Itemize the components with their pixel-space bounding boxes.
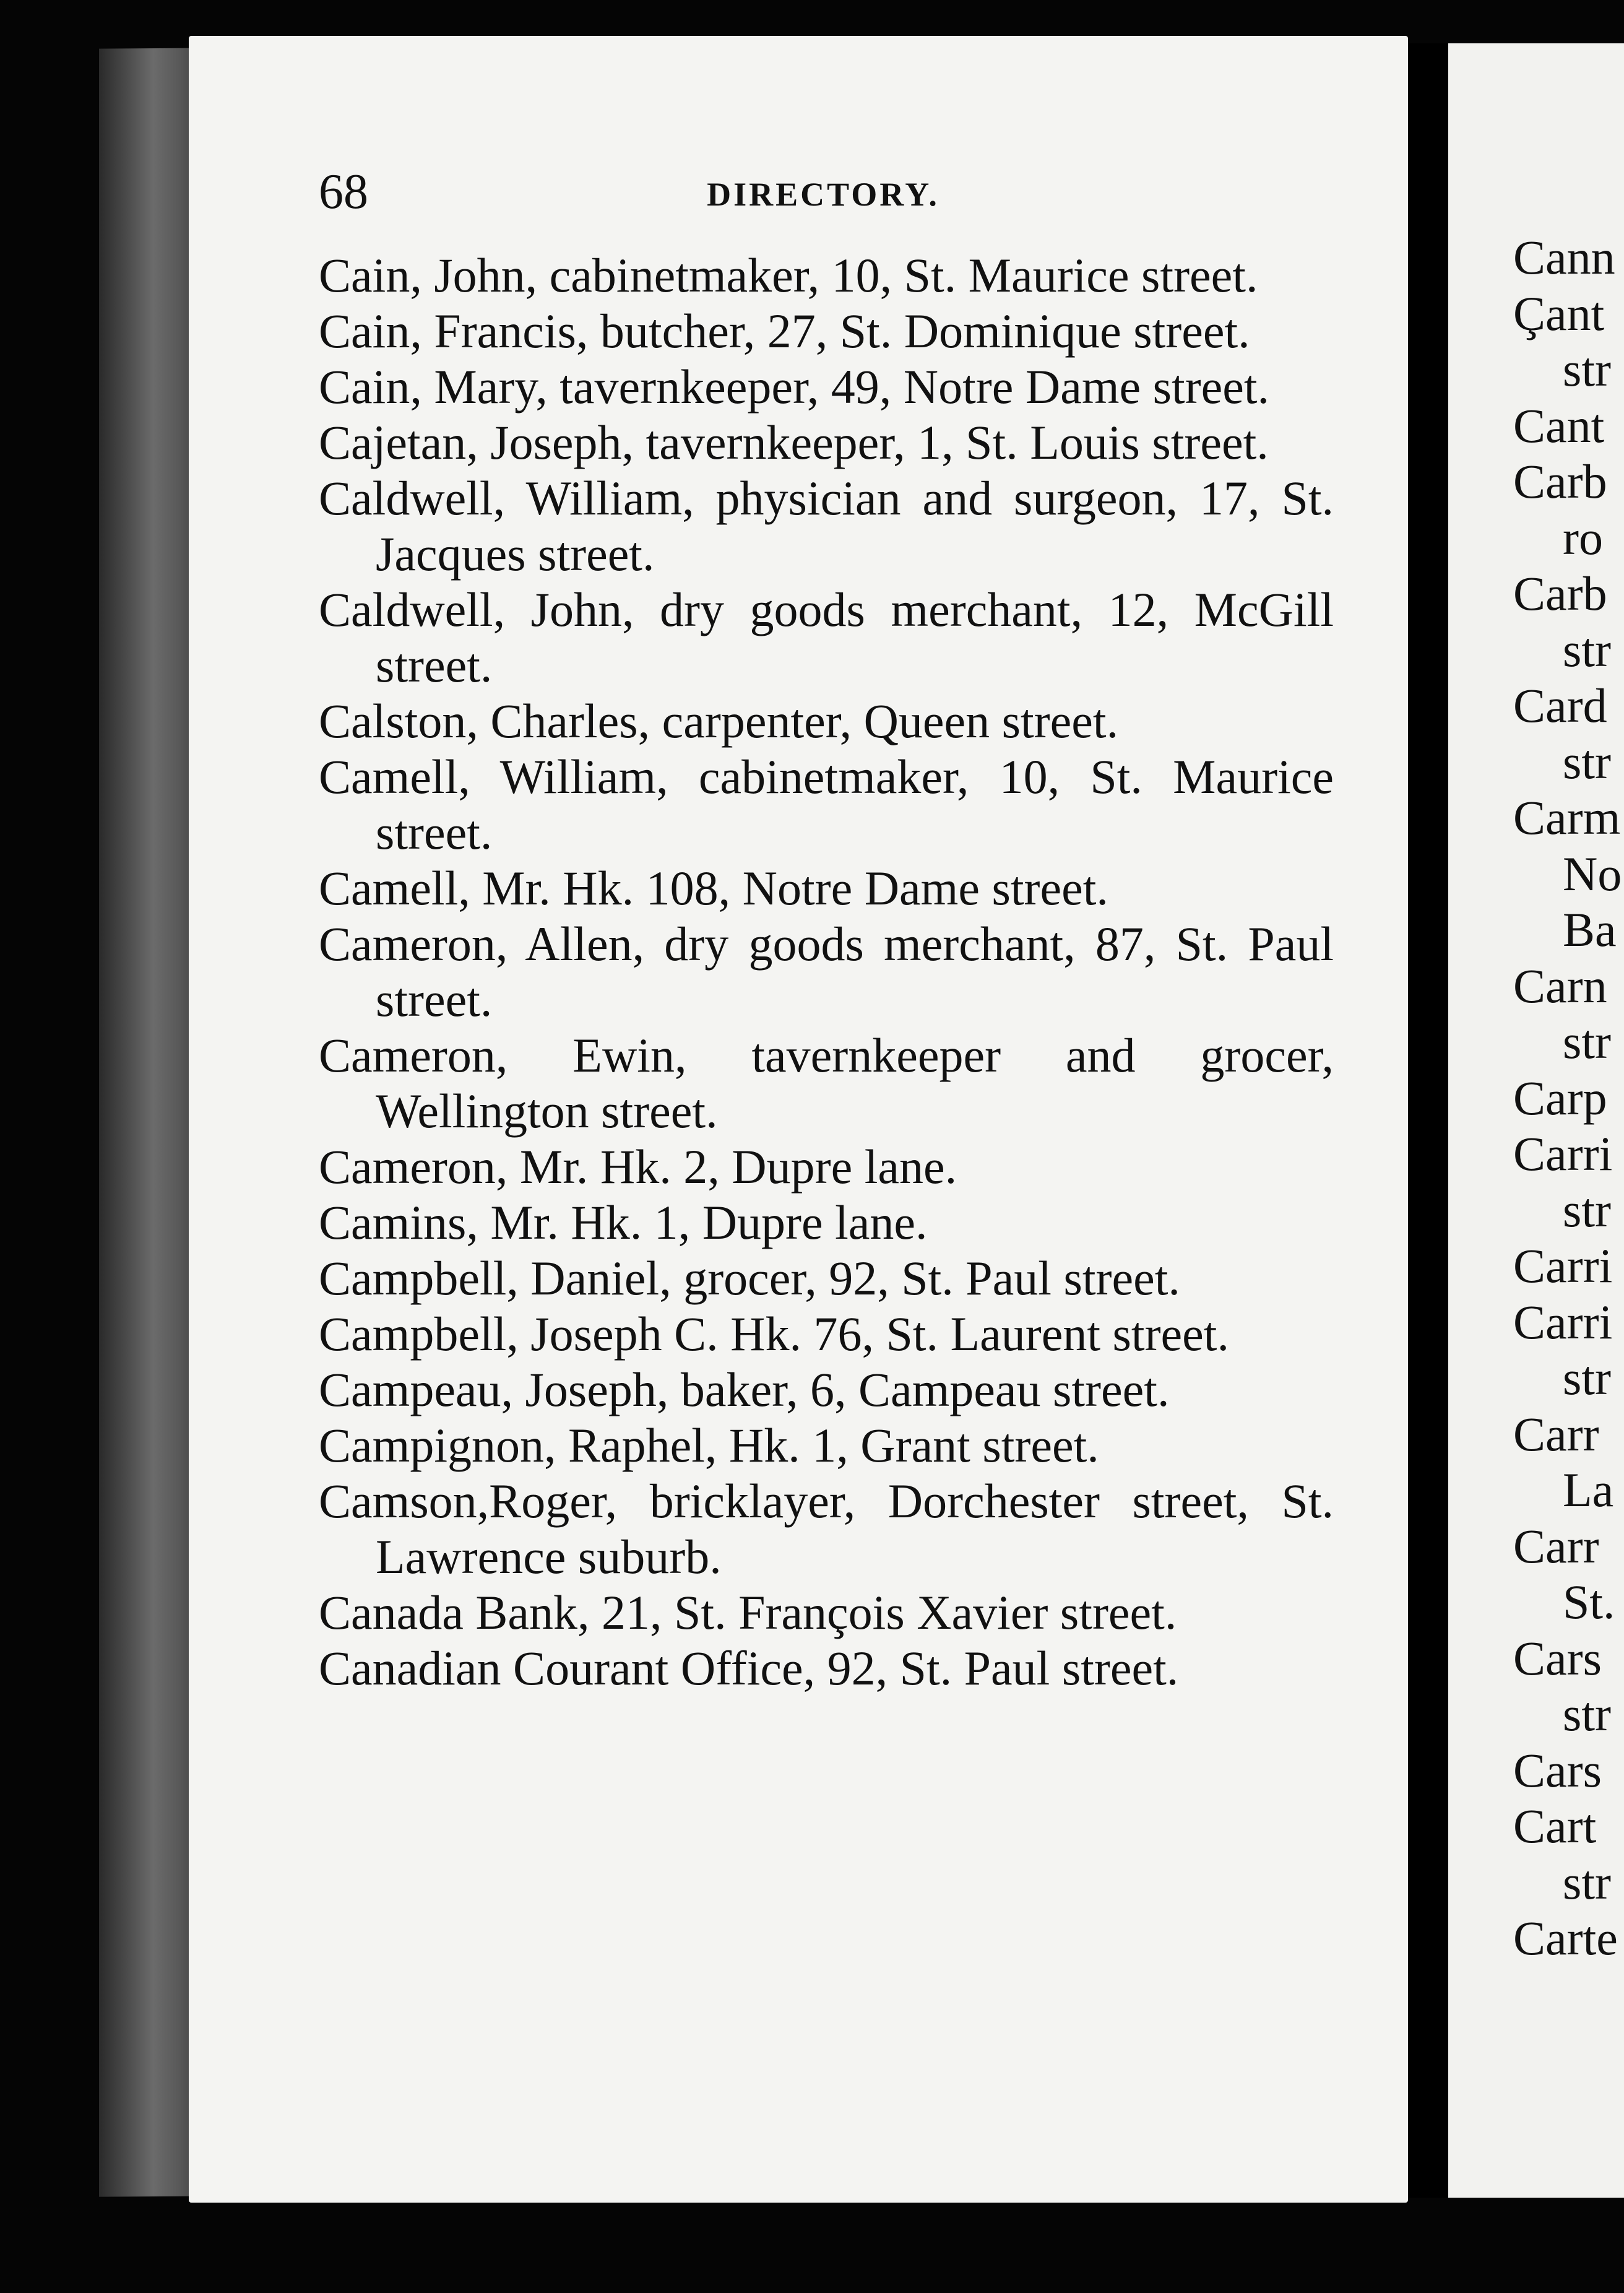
directory-entry: Cain, Francis, butcher, 27, St. Dominique street. bbox=[319, 304, 1250, 358]
fragment-line: Carri bbox=[1513, 1239, 1613, 1293]
fragment-line: Card bbox=[1513, 678, 1607, 732]
fragment-line: Carp bbox=[1513, 1070, 1607, 1125]
fragment-line: Carri bbox=[1513, 1127, 1613, 1181]
directory-entry: Camson,Roger, bricklayer, Dorchester street, St. Lawrence suburb. bbox=[319, 1474, 1334, 1584]
fragment-line: str bbox=[1563, 1855, 1611, 1909]
fragment-line: Cann bbox=[1513, 230, 1615, 284]
fragment-line: str bbox=[1563, 622, 1611, 677]
fragment-line: str bbox=[1563, 342, 1611, 396]
directory-entry: Campbell, Daniel, grocer, 92, St. Paul street. bbox=[319, 1251, 1180, 1305]
directory-entry: Canadian Courant Office, 92, St. Paul street. bbox=[319, 1641, 1179, 1695]
fragment-line: ro bbox=[1563, 510, 1603, 565]
fragment-line: Cars bbox=[1513, 1743, 1602, 1797]
fragment-line: str bbox=[1563, 1182, 1611, 1237]
fragment-line: Cant bbox=[1513, 398, 1605, 453]
fragment-line: Carri bbox=[1513, 1294, 1613, 1349]
directory-entry: Cameron, Mr. Hk. 2, Dupre lane. bbox=[319, 1140, 957, 1194]
running-head: DIRECTORY. bbox=[707, 176, 939, 213]
directory-entry: Campignon, Raphel, Hk. 1, Grant street. bbox=[319, 1418, 1099, 1472]
fragment-line: Cart bbox=[1513, 1799, 1597, 1853]
directory-entry: Camell, Mr. Hk. 108, Notre Dame street. bbox=[319, 861, 1108, 915]
fragment-line: Çant bbox=[1513, 286, 1605, 340]
directory-entry: Canada Bank, 21, St. François Xavier street. bbox=[319, 1585, 1177, 1639]
directory-entry: Camell, William, cabinetmaker, 10, St. Maurice street. bbox=[319, 750, 1334, 859]
fragment-line: La bbox=[1563, 1463, 1614, 1517]
directory-entry: Cajetan, Joseph, tavernkeeper, 1, St. Louis street. bbox=[319, 415, 1269, 469]
fragment-line: str bbox=[1563, 734, 1611, 789]
directory-entries bbox=[319, 248, 1334, 1696]
fragment-line: str bbox=[1563, 1351, 1611, 1405]
directory-entry: Caldwell, William, physician and surgeon, 17, St. Jacques street. bbox=[319, 471, 1334, 581]
directory-entry: Cain, John, cabinetmaker, 10, St. Maurice street. bbox=[319, 248, 1258, 302]
directory-entry: Cain, Mary, tavernkeeper, 49, Notre Dame street. bbox=[319, 360, 1270, 414]
fragment-line: Carr bbox=[1513, 1407, 1599, 1461]
page-number: 68 bbox=[319, 165, 368, 219]
fragment-line: Carn bbox=[1513, 958, 1607, 1013]
fragment-line: Carm bbox=[1513, 791, 1621, 844]
directory-entry: Calston, Charles, carpenter, Queen street. bbox=[319, 694, 1119, 748]
fragment-line: str bbox=[1563, 1687, 1611, 1741]
directory-entry: Caldwell, John, dry goods merchant, 12, McGill street. bbox=[319, 583, 1334, 692]
directory-entry: Camins, Mr. Hk. 1, Dupre lane. bbox=[319, 1195, 928, 1249]
fragment-line: St. bbox=[1563, 1575, 1615, 1629]
right-page-fragments bbox=[1513, 229, 1624, 1966]
fragment-line: Ba bbox=[1563, 903, 1617, 956]
fragment-line: Cars bbox=[1513, 1631, 1602, 1685]
directory-entry: Cameron, Allen, dry goods merchant, 87, St. Paul street. bbox=[319, 917, 1334, 1026]
fragment-line: No bbox=[1563, 846, 1622, 901]
fragment-line: Carb bbox=[1513, 454, 1607, 508]
directory-entry: Campeau, Joseph, baker, 6, Campeau street. bbox=[319, 1363, 1170, 1416]
gutter-shadow bbox=[1408, 43, 1451, 2198]
fragment-line: Carb bbox=[1513, 566, 1607, 620]
page-header bbox=[319, 164, 1328, 220]
fragment-line: Carte bbox=[1513, 1911, 1618, 1965]
directory-entry: Campbell, Joseph C. Hk. 76, St. Laurent street. bbox=[319, 1307, 1229, 1361]
fragment-line: Carr bbox=[1513, 1519, 1599, 1573]
right-page-edge bbox=[1448, 43, 1624, 2198]
fragment-line: str bbox=[1563, 1015, 1611, 1068]
directory-entry: Cameron, Ewin, tavernkeeper and grocer, Wellington street. bbox=[319, 1028, 1334, 1138]
